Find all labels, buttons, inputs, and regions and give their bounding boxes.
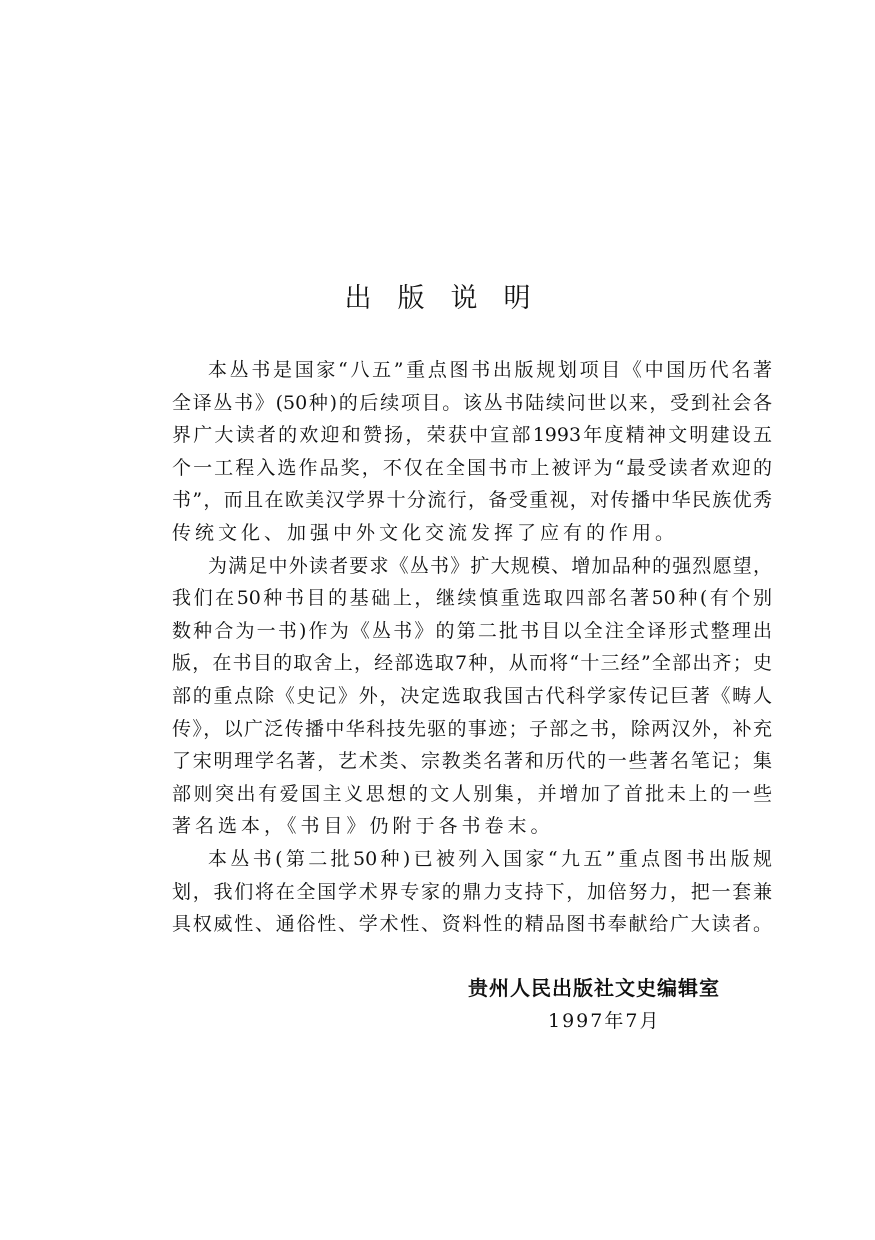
- text-line: 为满足中外读者要求《丛书》扩大规模、增加品种的强烈愿望，: [208, 554, 772, 577]
- text-line: 全译丛书》(50种)的后续项目。该丛书陆续问世以来，受到社会各: [172, 391, 772, 414]
- text-line: 数种合为一书)作为《丛书》的第二批书目以全注全译形式整理出: [172, 619, 772, 642]
- text-line: 版，在书目的取舍上，经部选取7种，从而将“十三经”全部出齐；史: [172, 652, 772, 675]
- text-line: 传统文化、加强中外文化交流发挥了应有的作用。: [172, 521, 679, 544]
- text-line: 传》，以广泛传播中华科技先驱的事迹；子部之书，除两汉外，补充: [172, 717, 772, 740]
- text-line: 本丛书是国家“八五”重点图书出版规划项目《中国历代名著: [208, 359, 772, 381]
- text-line: 本丛书(第二批50种)已被列入国家“九五”重点图书出版规: [208, 847, 772, 870]
- text-line: 部的重点除《史记》外，决定选取我国古代科学家传记巨著《畴人: [172, 684, 772, 707]
- text-line: 书”，而且在欧美汉学界十分流行，备受重视，对传播中华民族优秀: [172, 489, 772, 512]
- text-line: 我们在50种书目的基础上，继续慎重选取四部名著50种(有个别: [172, 587, 772, 610]
- text-line: 个一工程入选作品奖，不仅在全国书市上被评为“最受读者欢迎的: [172, 456, 772, 479]
- text-line: 部则突出有爱国主义思想的文人别集，并增加了首批未上的一些: [172, 782, 772, 805]
- page-title: 出版说明: [344, 283, 557, 314]
- text-line: 著名选本，《书目》仍附于各书卷末。: [172, 815, 554, 838]
- publisher-signature: 贵州人民出版社文史编辑室: [468, 976, 720, 1000]
- text-line: 划，我们将在全国学术界专家的鼎力支持下，加倍努力，把一套兼: [172, 880, 772, 903]
- paragraph-3: [172, 843, 772, 941]
- text-line: 了宋明理学名著，艺术类、宗教类名著和历代的一些著名笔记；集: [172, 750, 772, 773]
- text-line: 具权威性、通俗性、学术性、资料性的精品图书奉献给广大读者。: [172, 913, 772, 936]
- paragraph-2: [172, 550, 772, 843]
- paragraph-1: [172, 354, 772, 550]
- text-line: 界广大读者的欢迎和赞扬，荣获中宣部1993年度精神文明建设五: [172, 424, 772, 447]
- document-body: [172, 354, 772, 941]
- publication-date: 1997年7月: [548, 1010, 661, 1032]
